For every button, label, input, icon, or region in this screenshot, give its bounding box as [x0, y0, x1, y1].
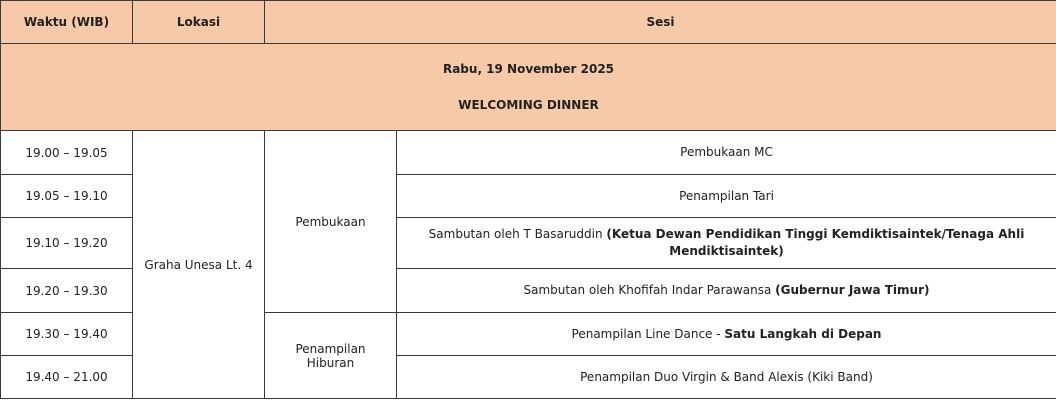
group-entertainment-line1: Penampilan	[295, 341, 366, 356]
session-text: Sambutan oleh T Basaruddin	[428, 227, 607, 241]
session-cell	[397, 218, 1056, 269]
location-cell: Graha Unesa Lt. 4	[133, 131, 265, 399]
header-time: Waktu (WIB)	[1, 1, 133, 44]
table-row	[1, 131, 1056, 175]
session-cell: Penampilan Duo Virgin & Band Alexis (Kiki Band)	[397, 356, 1056, 399]
speaker-title: (Gubernur Jawa Timur)	[775, 283, 930, 297]
group-entertainment-line2: Hiburan	[306, 355, 355, 370]
session-cell: Penampilan Tari	[397, 175, 1056, 218]
session-text: Penampilan Line Dance -	[571, 326, 725, 341]
speaker-title: (Ketua Dewan Pendidikan Tinggi Kemdiktisaintek/Tenaga Ahli Mendiktisaintek)	[606, 227, 1025, 258]
session-cell: Pembukaan MC	[397, 131, 1056, 175]
group-entertainment	[265, 313, 397, 399]
time-cell: 19.10 – 19.20	[1, 218, 133, 269]
performance-title: Satu Langkah di Depan	[724, 326, 882, 341]
session-cell	[397, 269, 1056, 313]
day-banner-row	[1, 44, 1056, 131]
time-cell: 19.00 – 19.05	[1, 131, 133, 175]
group-opening: Pembukaan	[265, 131, 397, 313]
time-cell: 19.30 – 19.40	[1, 313, 133, 356]
time-cell: 19.05 – 19.10	[1, 175, 133, 218]
time-cell: 19.40 – 21.00	[1, 356, 133, 399]
session-cell	[397, 313, 1056, 356]
time-cell: 19.20 – 19.30	[1, 269, 133, 313]
day-banner	[1, 44, 1056, 131]
day-date: Rabu, 19 November 2025	[442, 62, 615, 76]
event-title: WELCOMING DINNER	[458, 98, 599, 112]
session-text: Sambutan oleh Khofifah Indar Parawansa	[523, 283, 776, 297]
header-session: Sesi	[265, 1, 1056, 44]
header-row	[1, 1, 1056, 44]
header-location: Lokasi	[133, 1, 265, 44]
